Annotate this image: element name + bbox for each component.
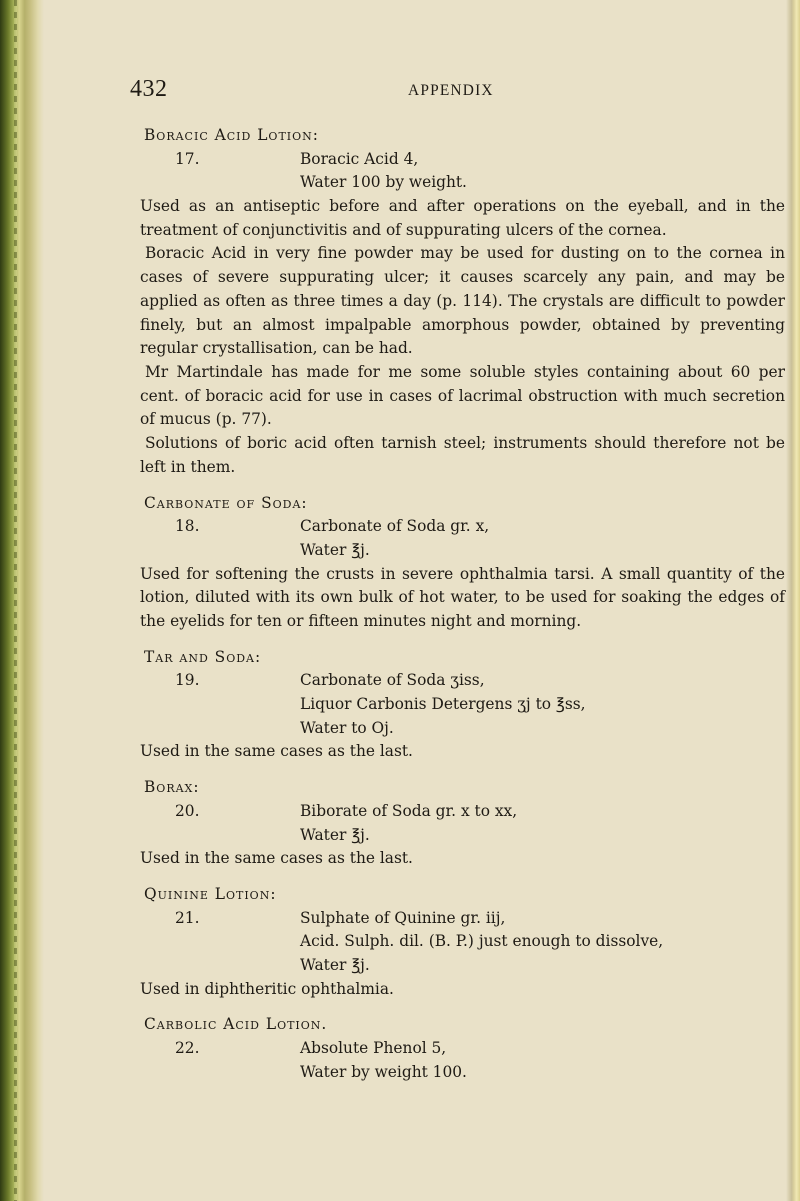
recipe-section	[140, 492, 785, 634]
formula-number: 19.	[175, 671, 200, 690]
page-number: 432	[130, 76, 168, 102]
formula-row	[140, 515, 785, 539]
recipe-section	[140, 646, 785, 764]
ingredient: Carbonate of Soda ʒiss,	[300, 671, 485, 690]
formula-row	[140, 717, 785, 741]
page-edge	[786, 0, 800, 1201]
formula-number: 21.	[175, 908, 200, 927]
book-binding	[0, 0, 44, 1201]
paragraph: Solutions of boric acid often tarnish steel; instruments should therefore not be left in them.	[140, 434, 785, 476]
formula-number: 20.	[175, 801, 200, 820]
formula-row	[140, 171, 785, 195]
section-heading: Carbonate of Soda:	[144, 493, 308, 512]
ingredient: Absolute Phenol 5,	[300, 1039, 447, 1058]
formula-row	[140, 930, 785, 954]
recipe-section	[140, 124, 785, 480]
paragraph: Mr Martindale has made for me some soluble styles containing about 60 per cent. of boracic acid for use in cases of lacrimal obstruction with much secretion of mucus (p. 77).	[140, 363, 785, 429]
formula-row	[140, 800, 785, 824]
paragraph: Used in the same cases as the last.	[140, 742, 413, 761]
section-heading: Borax:	[144, 778, 200, 797]
ingredient: Water by weight 100.	[300, 1062, 467, 1081]
formula-row	[140, 693, 785, 717]
formula-row	[140, 148, 785, 172]
recipe-section	[140, 883, 785, 1001]
paragraph: Boracic Acid in very fine powder may be used for dusting on to the cornea in cases of severe suppurating ulcer; it causes scarcely any pain, and may be applied as often as three times a day (p. 114). The crystals are difficult to powder finely, but an almost impalpable amorphous powder, obtained by preventing regular crystallisation, can be had.	[140, 244, 785, 358]
ingredient: Acid. Sulph. dil. (B. P.) just enough to dissolve,	[300, 932, 664, 951]
ingredient: Water ℥j.	[300, 825, 370, 844]
formula-row	[140, 907, 785, 931]
ingredient: Liquor Carbonis Detergens ʒj to ℥ss,	[300, 695, 586, 714]
formula-number: 22.	[175, 1039, 200, 1058]
ingredient: Sulphate of Quinine gr. iij,	[300, 908, 506, 927]
recipe-section	[140, 776, 785, 871]
formula-row	[140, 1037, 785, 1061]
formula-row	[140, 824, 785, 848]
ingredient: Boracic Acid 4,	[300, 149, 419, 168]
formula-row	[140, 669, 785, 693]
ingredient: Water 100 by weight.	[300, 173, 467, 192]
ingredient: Water ℥j.	[300, 540, 370, 559]
ingredient: Water to Oj.	[300, 718, 394, 737]
paragraph: Used for softening the crusts in severe ophthalmia tarsi. A small quantity of the lotion, diluted with its own bulk of hot water, to be used for soaking the edges of the eyelids for ten or fifteen minutes night and morning.	[140, 564, 785, 630]
formula-row	[140, 539, 785, 563]
page-body	[140, 124, 785, 1085]
section-heading: Tar and Soda:	[144, 647, 262, 666]
ingredient: Biborate of Soda gr. x to xx,	[300, 801, 518, 820]
paragraph: Used in diphtheritic ophthalmia.	[140, 979, 394, 998]
ingredient: Carbonate of Soda gr. x,	[300, 517, 490, 536]
formula-row	[140, 954, 785, 978]
paragraph: Used in the same cases as the last.	[140, 849, 413, 868]
recipe-section	[140, 1013, 785, 1084]
page-header	[130, 76, 730, 106]
running-head: APPENDIX	[408, 82, 494, 99]
formula-row	[140, 1061, 785, 1085]
ingredient: Water ℥j.	[300, 956, 370, 975]
formula-number: 18.	[175, 517, 200, 536]
section-heading: Boracic Acid Lotion:	[144, 126, 319, 144]
paragraph: Used as an antiseptic before and after operations on the eyeball, and in the treatment of conjunctivitis and of suppurating ulcers of the cornea.	[140, 197, 785, 239]
section-heading: Quinine Lotion:	[144, 884, 277, 903]
section-heading: Carbolic Acid Lotion.	[144, 1015, 328, 1034]
formula-number: 17.	[175, 149, 200, 168]
